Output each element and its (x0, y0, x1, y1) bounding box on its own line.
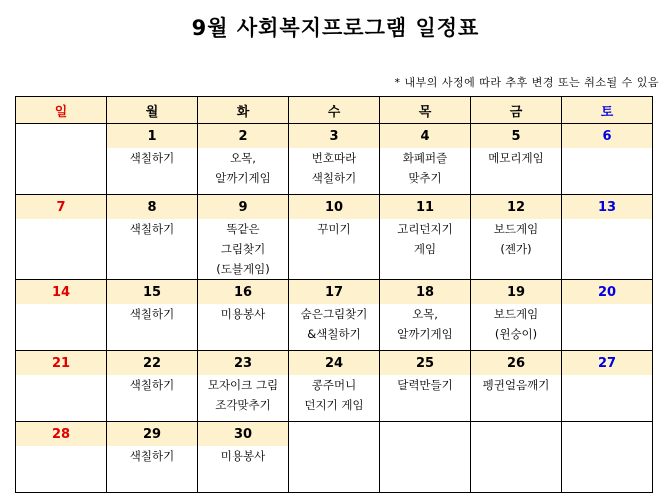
activity-cell (16, 304, 107, 351)
activity-cell (198, 446, 289, 493)
activity-cell (16, 446, 107, 493)
weekday-saturday: 토 (562, 97, 653, 124)
date-cell (562, 422, 653, 447)
activity-cell (562, 304, 653, 351)
weekday-sunday: 일 (16, 97, 107, 124)
date-cell: 9 (198, 195, 289, 220)
date-cell: 27 (562, 351, 653, 376)
date-cell: 18 (380, 280, 471, 305)
weekday-friday: 금 (471, 97, 562, 124)
week-activity-row (16, 219, 653, 280)
activity-label: 미용봉사 (220, 449, 266, 463)
activity-cell (380, 375, 471, 422)
page-title: 9월 사회복지프로그램 일정표 (191, 16, 480, 40)
activity-label: 모자이크 그림 조각맞추기 (207, 378, 279, 412)
activity-cell (471, 446, 562, 493)
activity-cell (289, 304, 380, 351)
week-date-row (16, 351, 653, 376)
activity-label: 똑같은 그림찾기 (도블게임) (216, 222, 270, 276)
activity-cell (471, 304, 562, 351)
weekday-tuesday: 화 (198, 97, 289, 124)
activity-cell (471, 219, 562, 280)
calendar-table (15, 96, 653, 493)
week-activity-row (16, 375, 653, 422)
date-cell (380, 422, 471, 447)
activity-cell (562, 446, 653, 493)
date-cell: 15 (107, 280, 198, 305)
date-cell: 7 (16, 195, 107, 220)
week-date-row (16, 280, 653, 305)
activity-label: 화폐퍼즐 맞추기 (402, 151, 448, 185)
date-cell: 21 (16, 351, 107, 376)
activity-label: 고리던지기 게임 (397, 222, 453, 256)
activity-label: 색칠하기 (129, 449, 175, 463)
activity-label: 색칠하기 (129, 222, 175, 236)
activity-cell (16, 148, 107, 195)
activity-label: 숨은그림찾기 &색칠하기 (300, 307, 368, 341)
weekday-monday: 월 (107, 97, 198, 124)
activity-cell (107, 375, 198, 422)
activity-label: 색칠하기 (129, 378, 175, 392)
date-cell: 25 (380, 351, 471, 376)
weekday-thursday: 목 (380, 97, 471, 124)
activity-label: 색칠하기 (129, 307, 175, 321)
week-activity-row (16, 148, 653, 195)
date-cell: 12 (471, 195, 562, 220)
date-cell: 30 (198, 422, 289, 447)
activity-cell (16, 375, 107, 422)
date-cell: 19 (471, 280, 562, 305)
activity-cell (289, 219, 380, 280)
date-cell: 26 (471, 351, 562, 376)
date-cell: 8 (107, 195, 198, 220)
activity-label: 펭귄얼음깨기 (482, 378, 550, 392)
activity-label: 달력만들기 (397, 378, 453, 392)
activity-cell (562, 375, 653, 422)
activity-cell (380, 219, 471, 280)
week-date-row (16, 124, 653, 149)
activity-cell (198, 148, 289, 195)
activity-label: 보드게임 (젠가) (493, 222, 539, 256)
date-cell: 20 (562, 280, 653, 305)
activity-cell (289, 148, 380, 195)
date-cell: 16 (198, 280, 289, 305)
activity-label: 미용봉사 (220, 307, 266, 321)
activity-cell (107, 446, 198, 493)
activity-cell (289, 446, 380, 493)
date-cell (16, 124, 107, 149)
activity-cell (198, 304, 289, 351)
date-cell: 29 (107, 422, 198, 447)
week-activity-row (16, 304, 653, 351)
activity-cell (198, 219, 289, 280)
activity-label: 오목, 알까기게임 (397, 307, 453, 341)
date-cell: 22 (107, 351, 198, 376)
activity-label: 콩주머니 던지기 게임 (304, 378, 364, 412)
weekday-header-row (16, 97, 653, 124)
week-activity-row (16, 446, 653, 493)
date-cell (289, 422, 380, 447)
date-cell: 4 (380, 124, 471, 149)
date-cell: 3 (289, 124, 380, 149)
activity-cell (562, 148, 653, 195)
date-cell: 5 (471, 124, 562, 149)
activity-label: 색칠하기 (129, 151, 175, 165)
activity-cell (380, 446, 471, 493)
activity-label: 오목, 알까기게임 (215, 151, 271, 185)
activity-cell (289, 375, 380, 422)
activity-cell (380, 148, 471, 195)
activity-cell (16, 219, 107, 280)
calendar-body (16, 97, 653, 493)
date-cell: 24 (289, 351, 380, 376)
activity-cell (562, 219, 653, 280)
date-cell (471, 422, 562, 447)
date-cell: 11 (380, 195, 471, 220)
activity-cell (471, 148, 562, 195)
activity-cell (107, 148, 198, 195)
date-cell: 17 (289, 280, 380, 305)
activity-label: 꾸미기 (317, 222, 351, 236)
date-cell: 1 (107, 124, 198, 149)
activity-label: 번호따라 색칠하기 (311, 151, 357, 185)
date-cell: 23 (198, 351, 289, 376)
activity-label: 메모리게임 (488, 151, 544, 165)
activity-cell (107, 219, 198, 280)
week-date-row (16, 195, 653, 220)
activity-cell (380, 304, 471, 351)
date-cell: 6 (562, 124, 653, 149)
activity-cell (107, 304, 198, 351)
date-cell: 10 (289, 195, 380, 220)
week-date-row (16, 422, 653, 447)
date-cell: 13 (562, 195, 653, 220)
activity-label: 보드게임 (윈숭이) (493, 307, 539, 341)
activity-cell (198, 375, 289, 422)
activity-cell (471, 375, 562, 422)
date-cell: 14 (16, 280, 107, 305)
date-cell: 2 (198, 124, 289, 149)
weekday-wednesday: 수 (289, 97, 380, 124)
date-cell: 28 (16, 422, 107, 447)
schedule-notice: * 내부의 사정에 따라 추후 변경 또는 취소될 수 있음 (394, 76, 659, 89)
